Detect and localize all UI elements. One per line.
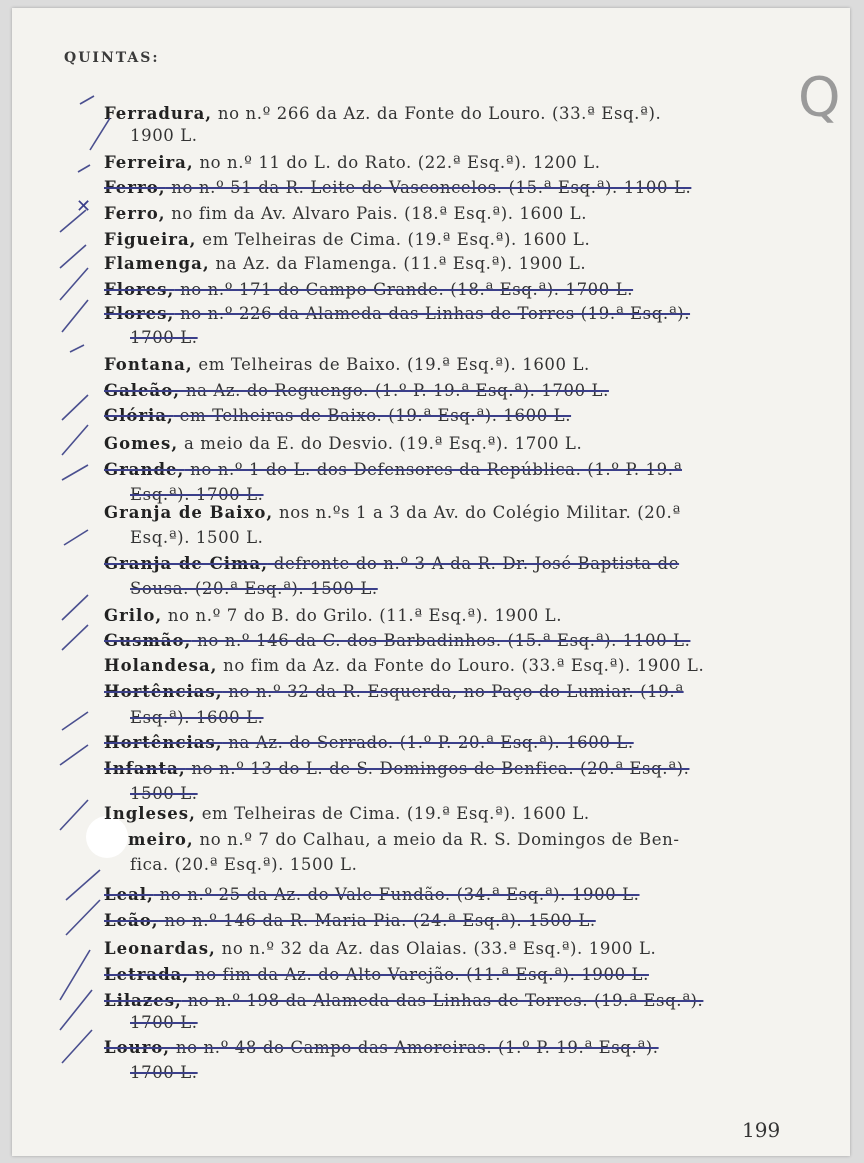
entry-name: Flores, [104, 304, 175, 323]
entry-name: Holandesa, [104, 656, 218, 675]
entry-name: Letrada, [104, 965, 190, 984]
entry-line [104, 554, 679, 573]
entry-name: Figueira, [104, 230, 197, 249]
entry-name: Glória, [104, 406, 174, 425]
entry-continuation: 1500 L. [130, 784, 198, 803]
entry-continuation: fica. (20.ª Esq.ª). 1500 L. [130, 855, 358, 874]
entry-text: no n.º 48 do Campo das Amoreiras. (1.º P. 19.ª Esq.ª). [170, 1038, 659, 1057]
entry-line [104, 911, 596, 930]
entry-text: no n.º 266 da Az. da Fonte do Louro. (33.ª Esq.ª). [212, 104, 662, 123]
entry-continuation: Esq.ª). 1600 L. [130, 708, 264, 727]
entry-text: no fim da Az. do Alto Varejão. (11.ª Esq.ª). 1900 L. [189, 965, 649, 984]
entry-text: em Telheiras de Baixo. (19.ª Esq.ª). 1600 L. [192, 355, 590, 374]
entry-line [104, 153, 601, 172]
entry-line [104, 965, 649, 984]
entry-text: no fim da Av. Alvaro Pais. (18.ª Esq.ª). 1600 L. [165, 204, 588, 223]
entry-text: no n.º 13 do L. de S. Domingos de Benfica. (20.ª Esq.ª). [185, 759, 690, 778]
entry-name: Leão, [104, 911, 159, 930]
entry-line [104, 230, 590, 249]
entry-line [104, 682, 684, 701]
entry-text: no n.º 146 da R. Maria Pia. (24.ª Esq.ª). 1500 L. [158, 911, 596, 930]
entry-line [104, 381, 609, 400]
entry-text: no n.º 7 do B. do Grilo. (11.ª Esq.ª). 1900 L. [162, 606, 563, 625]
entry-text: em Telheiras de Cima. (19.ª Esq.ª). 1600 L. [196, 230, 591, 249]
entry-text: em Telheiras de Baixo. (19.ª Esq.ª). 1600 L. [173, 406, 572, 425]
entry-line [104, 606, 562, 625]
entry-name: Leal, [104, 885, 154, 904]
entry-text: em Telheiras de Cima. (19.ª Esq.ª). 1600 L. [195, 804, 590, 823]
entry-text: no fim da Az. da Fonte do Louro. (33.ª Esq.ª). 1900 L. [217, 656, 705, 675]
entry-name: Hortências, [104, 682, 223, 701]
entry-name: Flamenga, [104, 254, 210, 273]
entry-name: Galeão, [104, 381, 180, 400]
entry-text: no n.º 7 do Calhau, a meio da R. S. Domingos de Ben- [193, 830, 680, 849]
entry-text: no n.º 198 da Alameda das Linhas de Torres. (19.ª Esq.ª). [181, 991, 704, 1010]
entry-text: a meio da E. do Desvio. (19.ª Esq.ª). 1700 L. [178, 434, 583, 453]
entry-text: no n.º 146 da C. dos Barbadinhos. (15.ª Esq.ª). 1100 L. [191, 631, 691, 650]
entry-name: Ferreira, [104, 153, 194, 172]
entry-name: Hortências, [104, 733, 223, 752]
entry-text: no n.º 1 do L. dos Defensores da República. (1.º P. 19.ª [184, 460, 683, 479]
entry-name: Ferro, [104, 204, 166, 223]
entry-line [104, 178, 691, 197]
entry-name: Granja de Baixo, [104, 503, 274, 522]
entry-line [104, 885, 640, 904]
entry-name: Fontana, [104, 355, 193, 374]
entry-name: Lilazes, [104, 991, 182, 1010]
entry-name: Granja de Cima, [104, 554, 268, 573]
q-mark: Q [798, 66, 841, 129]
entry-line [104, 503, 681, 522]
entry-line [104, 406, 571, 425]
entry-name: Gusmão, [104, 631, 192, 650]
page-number: 199 [742, 1118, 781, 1142]
entry-name: Flores, [104, 280, 175, 299]
entry-continuation: Sousa. (20.ª Esq.ª). 1500 L. [130, 579, 378, 598]
document-page [12, 8, 850, 1156]
entry-line [104, 656, 704, 675]
entry-line [104, 631, 690, 650]
entry-text: nos n.ºs 1 a 3 da Av. do Colégio Militar. (20.ª [273, 503, 681, 522]
entry-line [104, 434, 582, 453]
entry-line [104, 280, 633, 299]
entry-line [104, 460, 682, 479]
page-heading: QUINTAS: [64, 50, 160, 66]
entry-line [104, 355, 590, 374]
entry-name: Leonardas, [104, 939, 216, 958]
entry-continuation: 1700 L. [130, 1013, 198, 1032]
entry-text: no n.º 32 da Az. das Olaias. (33.ª Esq.ª). 1900 L. [215, 939, 657, 958]
entry-text: no n.º 226 da Alameda das Linhas de Torres (19.ª Esq.ª). [174, 304, 691, 323]
entry-text: no n.º 32 da R. Esquerda, no Paço do Lumiar. (19.ª [222, 682, 684, 701]
entry-continuation: Esq.ª). 1500 L. [130, 528, 264, 547]
entry-continuation: Esq.ª). 1700 L. [130, 485, 264, 504]
entry-line [104, 204, 587, 223]
entry-line [104, 1038, 659, 1057]
entry-name: Gomes, [104, 434, 179, 453]
entry-line [104, 991, 703, 1010]
entry-line [104, 759, 689, 778]
entry-name: meiro, [128, 830, 194, 849]
entry-name: Infanta, [104, 759, 186, 778]
entry-text: na Az. da Flamenga. (11.ª Esq.ª). 1900 L. [209, 254, 587, 273]
entry-name: Grande, [104, 460, 185, 479]
entry-line [104, 804, 590, 823]
x-mark: ✕ [76, 196, 92, 217]
entry-line [104, 254, 586, 273]
entry-line [104, 733, 634, 752]
entry-line [104, 104, 661, 123]
entry-name: Grilo, [104, 606, 163, 625]
entry-name: Ferro, [104, 178, 166, 197]
entry-name: Ferradura, [104, 104, 213, 123]
entry-name: Louro, [104, 1038, 171, 1057]
entry-name: Ingleses, [104, 804, 196, 823]
entry-text: na Az. do Reguengo. (1.º P. 19.ª Esq.ª). 1700 L. [180, 381, 609, 400]
entry-text: defronte do n.º 3-A da R. Dr. José Baptista de [267, 554, 680, 573]
entry-line [104, 939, 656, 958]
entry-text: na Az. do Serrado. (1.º P. 20.ª Esq.ª). 1600 L. [222, 733, 634, 752]
entry-text: no n.º 171 do Campo Grande. (18.ª Esq.ª). 1700 L. [174, 280, 634, 299]
entry-continuation: 1700 L. [130, 1063, 198, 1082]
entry-text: no n.º 11 do L. do Rato. (22.ª Esq.ª). 1200 L. [193, 153, 601, 172]
entry-continuation: 1700 L. [130, 328, 198, 347]
entry-text: no n.º 51 da R. Leite de Vasconcelos. (15.ª Esq.ª). 1100 L. [165, 178, 692, 197]
entry-line [104, 304, 690, 323]
entry-text: no n.º 25 da Az. do Vale Fundão. (34.ª Esq.ª). 1900 L. [153, 885, 640, 904]
entry-line [128, 830, 680, 849]
entry-continuation: 1900 L. [130, 126, 198, 145]
